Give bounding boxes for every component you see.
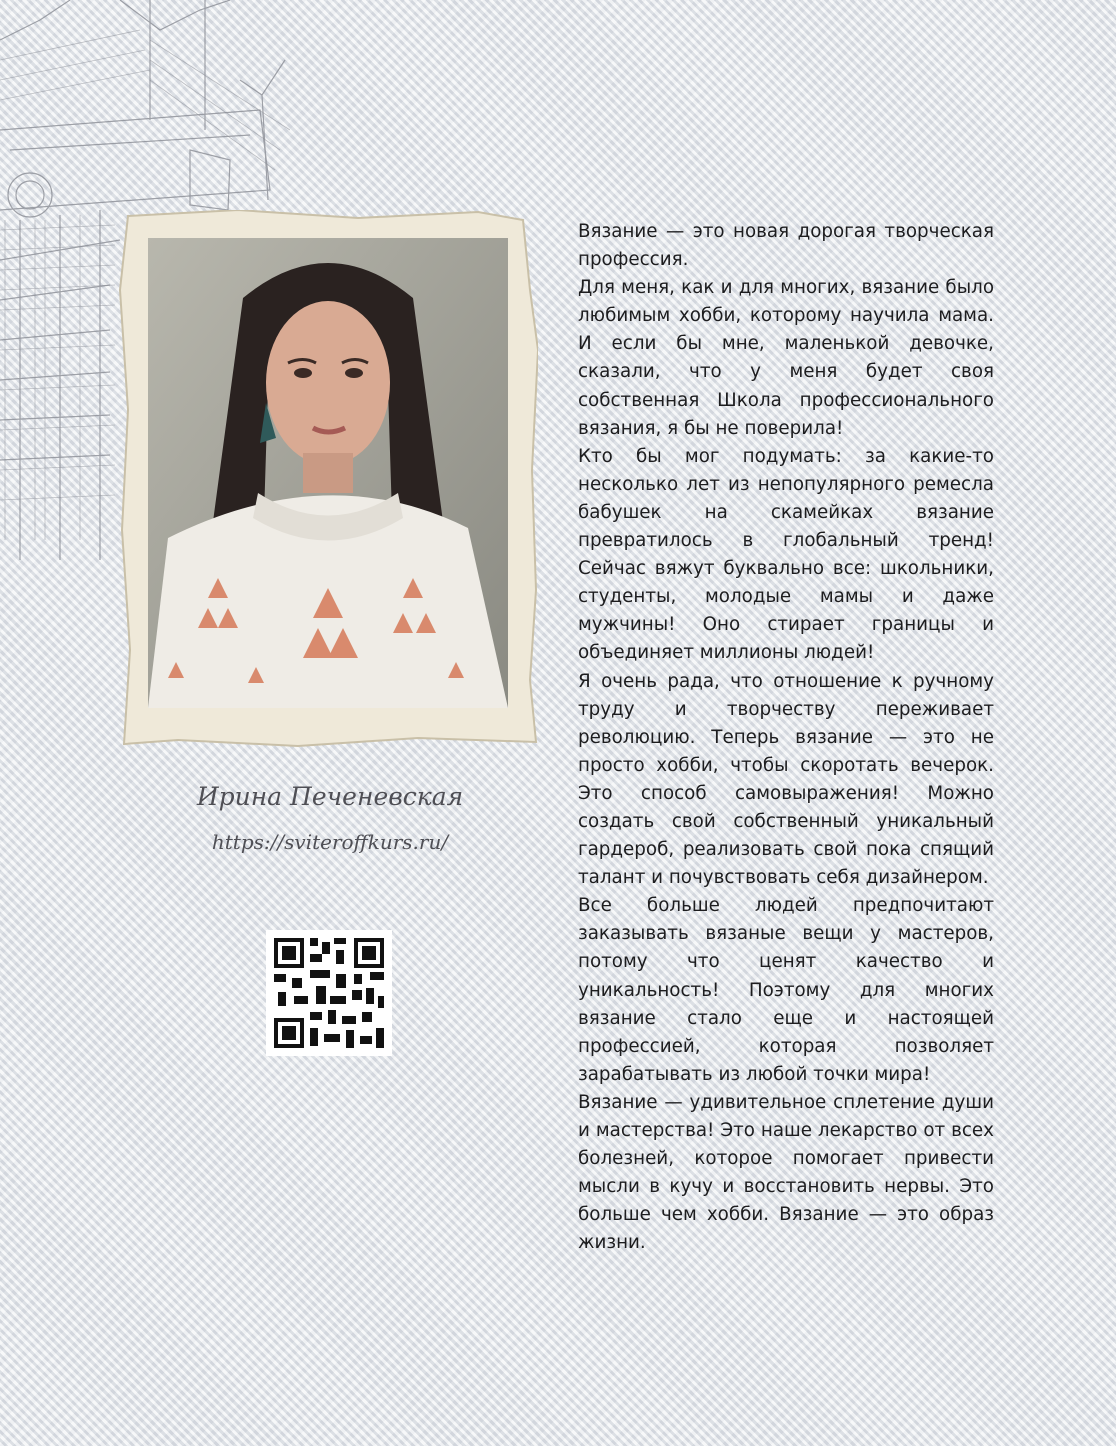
qr-code[interactable]	[266, 930, 392, 1056]
body-text	[578, 218, 994, 1257]
paragraph: Вязание — это новая дорогая творческая профессия.	[578, 221, 994, 271]
paragraph: Для меня, как и для многих, вязание было любимым хобби, которому научила мама. И если бы мне, маленькой девочке, сказали, что у меня будет своя собственная Школа профессионального вязания, я бы не поверила!	[578, 277, 994, 439]
paragraph: Вязание — удивительное сплетение души и мастерства! Это наше лекарство от всех болезней, которое помогает привести мысли в кучу и восстановить нервы. Это больше чем хобби. Вязание — это образ жизни.	[578, 1091, 994, 1254]
paragraph: Я очень рада, что отношение к ручному труду и творчеству переживает революцию. Теперь вязание — это не просто хобби, чтобы скоротать вечерок. Это способ самовыражения! Можно создать свой собственный уникальный гардероб, реализовать свой пока спящий талант и почувствовать себя дизайнером.	[578, 670, 994, 889]
portrait-frame	[118, 210, 538, 750]
paragraph: Кто бы мог подумать: за какие-то несколько лет из непопулярного ремесла бабушек на скамейках вязание превратилось в глобальный тренд! Сейчас вяжут буквально все: школьники, студенты, молодые мамы и даже мужчины! Оно стирает границы и объединяет миллионы людей!	[578, 445, 994, 664]
author-url[interactable]: https://sviteroffkurs.ru/	[211, 830, 449, 854]
paragraph: Все больше людей предпочитают заказывать вязаные вещи у мастеров, потому что ценят качество и уникальность! Поэтому для многих вязание стало еще и настоящей профессией, которая позволяет зарабатывать из любой точки мира!	[578, 895, 994, 1085]
author-name: Ирина Печеневская	[196, 782, 464, 811]
portrait-photo	[148, 238, 508, 708]
